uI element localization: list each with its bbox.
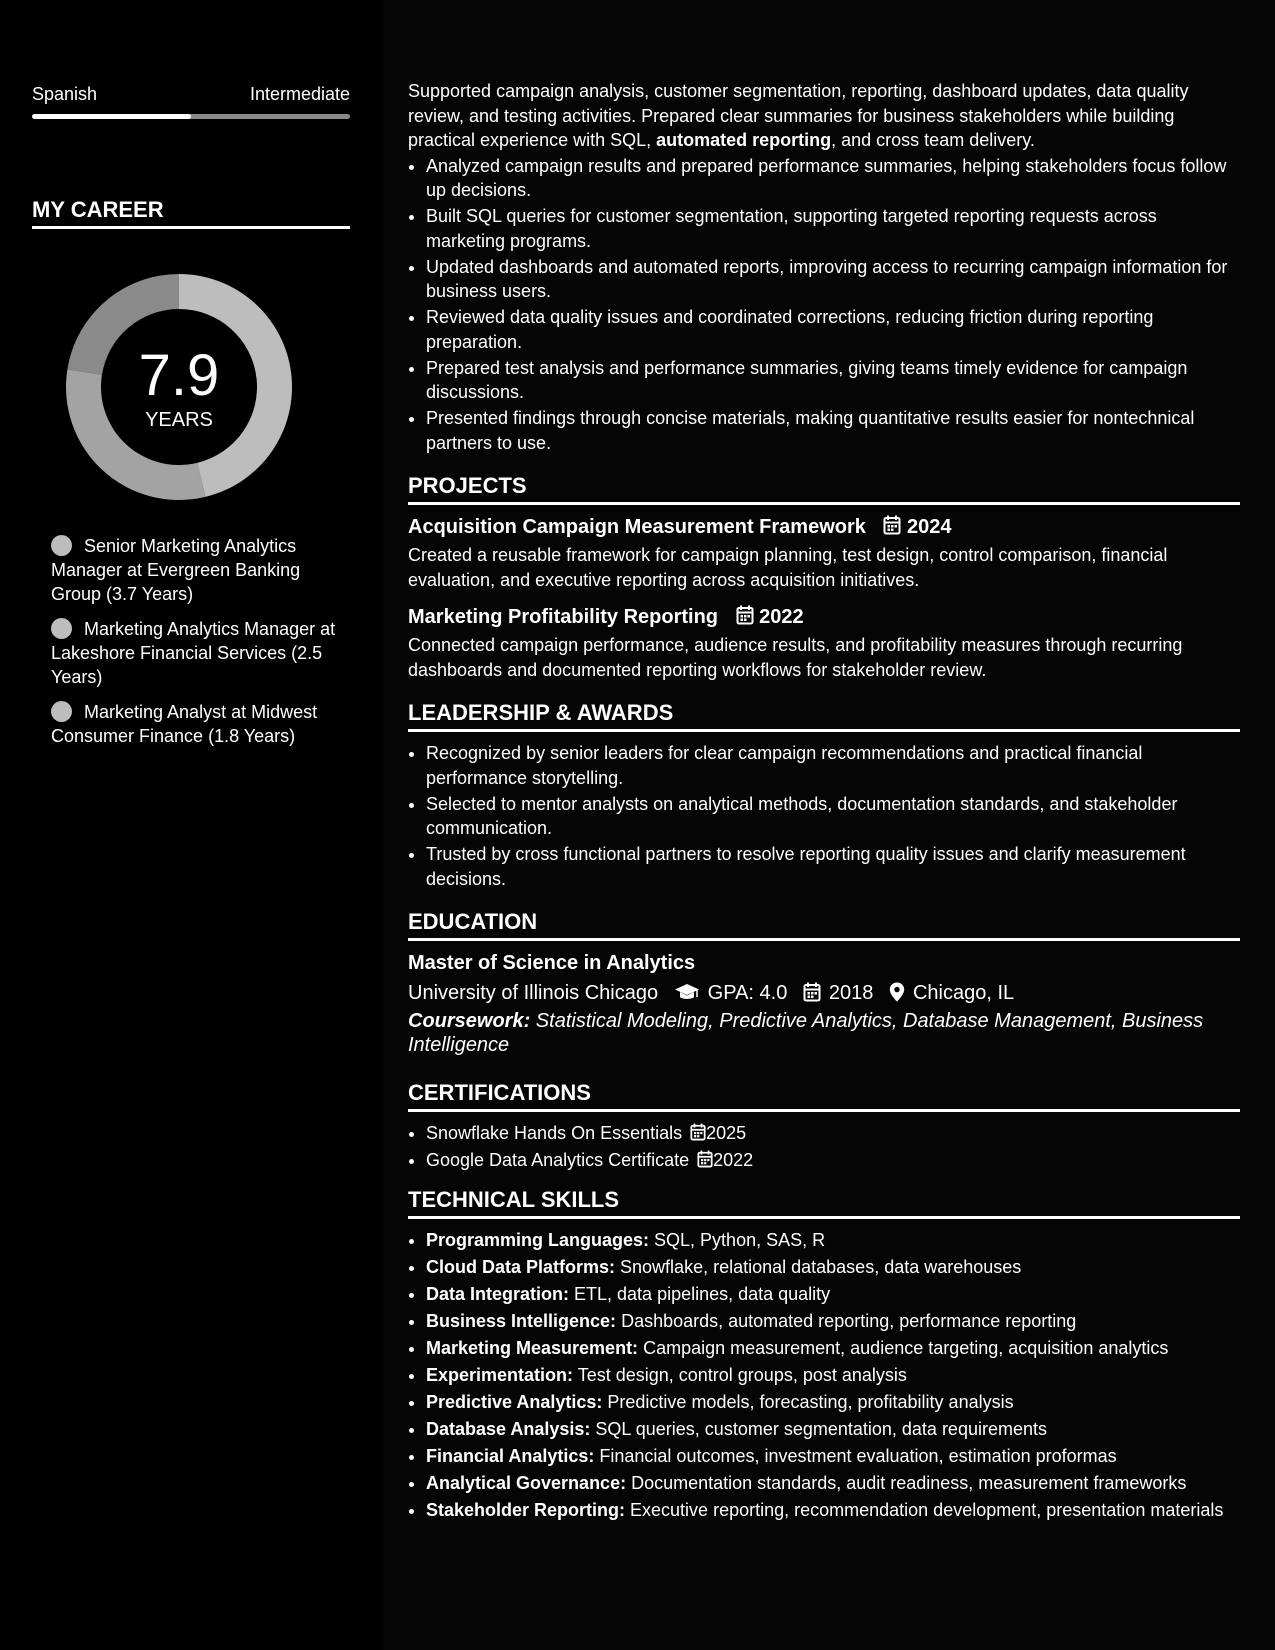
project-title-row (408, 604, 1240, 630)
skill-category: Marketing Measurement: (426, 1337, 639, 1358)
certification-year: 2022 (713, 1150, 754, 1170)
coursework-list: Statistical Modeling, Predictive Analytics, Database Management, Business Intelligence (408, 1010, 1204, 1056)
career-item-text: Senior Marketing Analytics Manager at Evergreen Banking Group (3.7 Years) (51, 536, 301, 604)
language-level: Intermediate (249, 84, 350, 104)
leadership-heading: LEADERSHIP & AWARDS (408, 699, 1240, 732)
skill-values: Snowflake, relational databases, data warehouses (615, 1256, 1022, 1277)
education-heading: EDUCATION (408, 908, 1240, 941)
career-item (51, 700, 336, 748)
skill-item (426, 1336, 1240, 1361)
certification-item (426, 1148, 1240, 1173)
summary-bold-text: automated reporting (656, 130, 832, 150)
skill-values: Campaign measurement, audience targeting, acquisition analytics (638, 1337, 1169, 1358)
leadership-item: • Recognized by senior leaders for clear campaign recommendations and practical financial performance storytelling. (426, 741, 1240, 790)
skill-category: Stakeholder Reporting: (426, 1499, 626, 1520)
calendar-icon (883, 515, 901, 535)
skill-values: Financial outcomes, investment evaluation, estimation proformas (594, 1445, 1117, 1466)
summary-text: Supported campaign analysis, customer segmentation, reporting, dashboard updates, data quality review, and testing activities. Prepared clear summaries for business stakeholders while building practical experience with SQL, (408, 81, 1189, 150)
project-year: 2024 (907, 516, 952, 538)
education-degree: Master of Science in Analytics (408, 952, 696, 974)
certification-name: Snowflake Hands On Essentials (426, 1123, 683, 1143)
experience-bullet: • Presented findings through concise materials, making quantitative results easier for nontechnical partners to use. (426, 406, 1240, 455)
skill-item (426, 1363, 1240, 1388)
experience-bullets (408, 154, 1240, 456)
skill-item (426, 1471, 1240, 1496)
certification-item (426, 1121, 1240, 1146)
career-total-years: 7.9 (138, 343, 220, 408)
technical-skills-heading: TECHNICAL SKILLS (408, 1186, 1240, 1219)
education-location: Chicago, IL (912, 982, 1015, 1004)
calendar-icon (697, 1150, 713, 1168)
career-donut-chart (66, 274, 292, 500)
language-name: Spanish (32, 84, 98, 104)
skill-category: Cloud Data Platforms: (426, 1256, 616, 1277)
career-bullet-dot (51, 701, 72, 722)
calendar-icon (736, 605, 754, 625)
experience-bullet: • Reviewed data quality issues and coordinated corrections, reducing friction during reporting preparation. (426, 305, 1240, 354)
skill-item (426, 1498, 1240, 1523)
summary-text-end: , and cross team delivery. (831, 130, 1035, 150)
skill-values: SQL queries, customer segmentation, data requirements (590, 1418, 1047, 1439)
skill-values: Documentation standards, audit readiness, measurement frameworks (626, 1472, 1187, 1493)
skill-item (426, 1444, 1240, 1469)
career-item (51, 534, 336, 606)
language-proficiency-fill (32, 114, 191, 119)
language-proficiency-bar (32, 114, 350, 119)
leadership-list (408, 741, 1240, 891)
sidebar (0, 0, 382, 1650)
education-details (408, 979, 1240, 1007)
leadership-item: • Selected to mentor analysts on analytical methods, documentation standards, and stakeholder communication. (426, 792, 1240, 841)
graduation-cap-icon (674, 982, 700, 1002)
career-bullet-dot (51, 535, 72, 556)
skill-category: Predictive Analytics: (426, 1391, 603, 1412)
leadership-item: • Trusted by cross functional partners to resolve reporting quality issues and clarify measurement decisions. (426, 842, 1240, 891)
certifications-heading: CERTIFICATIONS (408, 1079, 1240, 1112)
project-title: Marketing Profitability Reporting (408, 606, 719, 628)
skill-item (426, 1390, 1240, 1415)
project-year: 2022 (759, 606, 804, 628)
skill-item (426, 1228, 1240, 1253)
skill-category: Business Intelligence: (426, 1310, 617, 1331)
skill-item (426, 1309, 1240, 1334)
career-item-text: Marketing Analytics Manager at Lakeshore Financial Services (2.5 Years) (51, 619, 336, 687)
skill-values: Test design, control groups, post analysis (573, 1364, 907, 1385)
skill-values: ETL, data pipelines, data quality (569, 1283, 831, 1304)
project-year-group (736, 604, 804, 630)
calendar-icon (690, 1123, 706, 1141)
career-years-unit: YEARS (145, 409, 213, 431)
skill-values: SQL, Python, SAS, R (649, 1229, 826, 1250)
skill-category: Data Integration: (426, 1283, 570, 1304)
skill-item (426, 1255, 1240, 1280)
career-heading: MY CAREER (32, 196, 350, 229)
education-year: 2018 (828, 982, 874, 1004)
project-title: Acquisition Campaign Measurement Framework (408, 516, 866, 538)
project-year-group (883, 514, 951, 540)
skill-item (426, 1282, 1240, 1307)
skill-category: Database Analysis: (426, 1418, 591, 1439)
skill-category: Analytical Governance: (426, 1472, 627, 1493)
location-pin-icon (889, 982, 905, 1002)
coursework-label: Coursework: (408, 1010, 531, 1032)
skill-category: Financial Analytics: (426, 1445, 595, 1466)
experience-bullet: • Prepared test analysis and performance summaries, giving teams timely evidence for campaign discussions. (426, 356, 1240, 405)
skill-values: Predictive models, forecasting, profitability analysis (602, 1391, 1014, 1412)
skill-category: Experimentation: (426, 1364, 574, 1385)
education-gpa: GPA: 4.0 (707, 982, 788, 1004)
technical-skills-list (408, 1228, 1240, 1523)
project-title-row (408, 514, 1240, 540)
education-coursework (408, 1009, 1240, 1057)
certification-name: Google Data Analytics Certificate (426, 1150, 690, 1170)
language-row (32, 83, 350, 105)
experience-bullet: • Updated dashboards and automated reports, improving access to recurring campaign information for business users. (426, 255, 1240, 304)
experience-bullet: • Built SQL queries for customer segmentation, supporting targeted reporting requests across marketing programs. (426, 204, 1240, 253)
career-bullet-dot (51, 618, 72, 639)
education-school: University of Illinois Chicago (408, 982, 659, 1004)
experience-summary (408, 79, 1240, 153)
skill-values: Executive reporting, recommendation development, presentation materials (625, 1499, 1224, 1520)
certification-year: 2025 (706, 1123, 747, 1143)
career-item (51, 617, 336, 689)
experience-bullet: • Analyzed campaign results and prepared performance summaries, helping stakeholders focus follow up decisions. (426, 154, 1240, 203)
calendar-icon (803, 982, 821, 1002)
career-item-text: Marketing Analyst at Midwest Consumer Finance (1.8 Years) (51, 702, 318, 746)
career-list (51, 534, 336, 759)
certifications-list (408, 1121, 1240, 1173)
skill-values: Dashboards, automated reporting, performance reporting (616, 1310, 1077, 1331)
skill-category: Programming Languages: (426, 1229, 650, 1250)
project-description: Connected campaign performance, audience results, and profitability measures through recurring dashboards and documented reporting workflows for stakeholder review. (408, 635, 1183, 680)
main-content (408, 79, 1240, 1525)
projects-heading: PROJECTS (408, 472, 1240, 505)
project-description: Created a reusable framework for campaign planning, test design, control comparison, financial evaluation, and executive reporting across acquisition initiatives. (408, 545, 1168, 590)
skill-item (426, 1417, 1240, 1442)
